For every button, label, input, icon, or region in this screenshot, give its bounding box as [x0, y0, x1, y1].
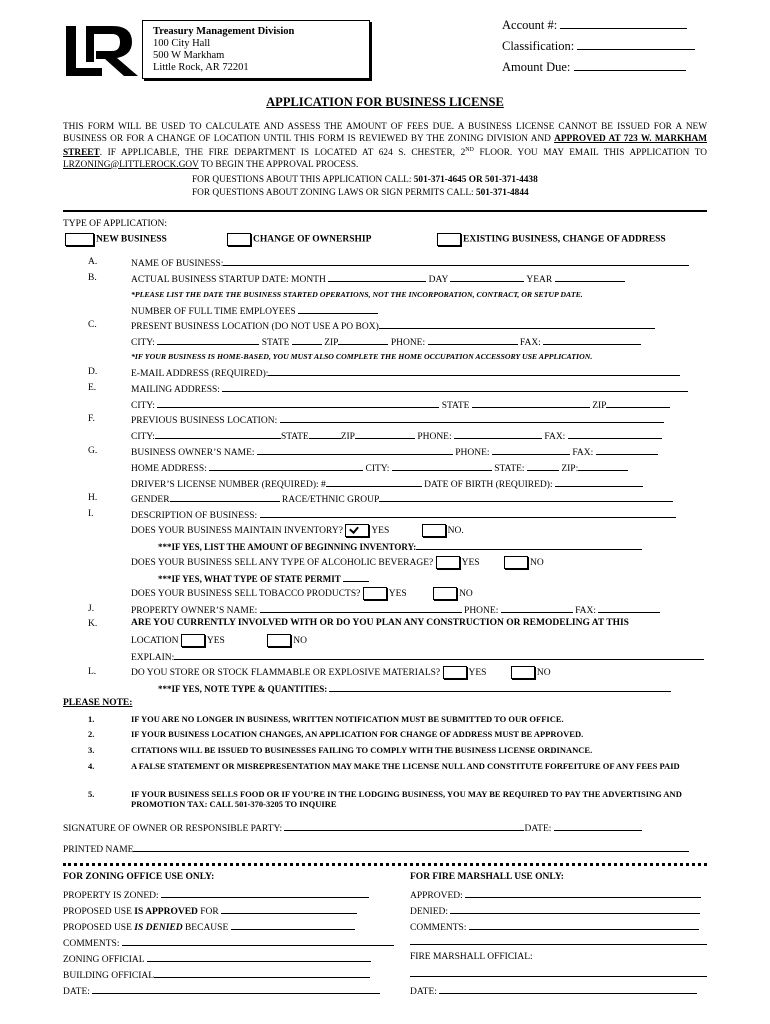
letter-h: H. [88, 493, 98, 503]
employees-field[interactable]: NUMBER OF FULL TIME EMPLOYEES [131, 304, 378, 317]
letter-i: I. [88, 509, 94, 519]
address-line-4: Little Rock, AR 72201 [153, 62, 249, 73]
construction-location-row: LOCATION YES NO [131, 636, 307, 646]
inventory-yes-checkbox[interactable] [345, 524, 369, 537]
type-new-business[interactable]: NEW BUSINESS [65, 233, 167, 246]
flammable-question: DO YOU STORE OR STOCK FLAMMABLE OR EXPLOSIVE MATERIALS? YES NO [131, 668, 551, 678]
letter-g: G. [88, 446, 98, 456]
startup-date-note: *PLEASE LIST THE DATE THE BUSINESS STARTED OPERATIONS, NOT THE INCORPORATION, CONTRACT, OR SETUP DATE. [131, 290, 583, 299]
type-change-ownership[interactable]: CHANGE OF OWNERSHIP [227, 233, 371, 246]
letter-f: F. [88, 414, 95, 424]
divider-top [63, 210, 707, 212]
account-field[interactable] [502, 16, 687, 33]
fire-heading: FOR FIRE MARSHALL USE ONLY: [410, 872, 564, 882]
alcohol-yes-checkbox[interactable] [436, 556, 460, 569]
email-field[interactable]: E-MAIL ADDRESS (REQUIRED): [131, 366, 680, 379]
flammable-no-checkbox[interactable] [511, 666, 535, 679]
tobacco-no-checkbox[interactable] [433, 587, 457, 600]
fire-official-field[interactable]: FIRE MARSHALL OFFICIAL: [410, 952, 533, 962]
fire-denied-field[interactable]: DENIED: [410, 904, 700, 917]
approved-for-field[interactable]: PROPOSED USE IS APPROVED FOR [63, 904, 357, 917]
fire-comments-field[interactable]: COMMENTS: [410, 920, 699, 933]
page-title: APPLICATION FOR BUSINESS LICENSE [266, 95, 504, 109]
change-ownership-checkbox[interactable] [227, 233, 251, 246]
question-line-2: FOR QUESTIONS ABOUT ZONING LAWS OR SIGN PERMITS CALL: 501-371-4844 [192, 188, 529, 198]
flammable-yes-checkbox[interactable] [443, 666, 467, 679]
new-business-checkbox[interactable] [65, 233, 94, 246]
city-logo [62, 22, 140, 80]
zoning-date-field[interactable]: DATE: [63, 984, 380, 997]
building-official-field[interactable]: BUILDING OFFICIAL [63, 968, 370, 981]
address-line-2: 100 City Hall [153, 38, 211, 49]
intro-paragraph: THIS FORM WILL BE USED TO CALCULATE AND ASSESS THE AMOUNT OF FEES DUE. A BUSINESS LICENSE CANNOT BE ISSUED FOR A NEW BUSINESS OR FOR A CHANGE OF LOCATION UNTIL THIS FORM IS REVIEWED BY THE ZONING DIVISION AND APPROVED AT 723 W. MARKHAM STREET. IF APPLICABLE, THE FIRE DEPARTMENT IS LOCATED AT 624 S. CHESTER, 2ND FLOOR. YOU MAY EMAIL THIS APPLICATION TO LRZONING@LITTLEROCK.GOV TO BEGIN THE APPROVAL PROCESS. [63, 122, 707, 170]
previous-location-field[interactable]: PREVIOUS BUSINESS LOCATION: [131, 413, 664, 426]
inventory-question: DOES YOUR BUSINESS MAINTAIN INVENTORY? YES NO. [131, 526, 464, 536]
existing-business-checkbox[interactable] [437, 233, 461, 246]
classification-field[interactable] [502, 37, 695, 54]
state-permit-field[interactable]: ***IF YES, WHAT TYPE OF STATE PERMIT [158, 572, 369, 584]
note-3: CITATIONS WILL BE ISSUED TO BUSINESSES FAILING TO COMPLY WITH THE BUSINESS LICENSE ORDINANCE. [131, 745, 593, 755]
letter-k: K. [88, 619, 98, 629]
property-owner-field[interactable]: PROPERTY OWNER’S NAME: PHONE: FAX: [131, 603, 660, 616]
amount-due-label: Amount Due: [502, 60, 571, 74]
amount-due-field[interactable] [502, 58, 686, 75]
note-5: IF YOUR BUSINESS SELLS FOOD OR IF YOU’RE IN THE LODGING BUSINESS, YOU MAY BE REQUIRED TO PAY THE ADVERTISING AND PROMOTION TAX: CALL 501-370-3205 TO INQUIRE [131, 789, 682, 809]
address-line-1: Treasury Management Division [153, 26, 295, 37]
note-4: A FALSE STATEMENT OR MISREPRESENTATION MAY MAKE THE LICENSE NULL AND CONSTITUTE FORFEITURE OF ANY FEES PAID [131, 761, 680, 771]
letter-d: D. [88, 367, 98, 377]
owner-name-field[interactable]: BUSINESS OWNER’S NAME: PHONE: FAX: [131, 445, 658, 458]
construction-yes-checkbox[interactable] [181, 634, 205, 647]
zoned-field[interactable]: PROPERTY IS ZONED: [63, 888, 369, 901]
classification-label: Classification: [502, 39, 575, 53]
letter-c: C. [88, 320, 97, 330]
tobacco-yes-checkbox[interactable] [363, 587, 387, 600]
fire-official-line[interactable] [410, 976, 707, 977]
inventory-amount-field[interactable]: ***IF YES, LIST THE AMOUNT OF BEGINNING INVENTORY: [158, 540, 642, 552]
letter-l: L. [88, 667, 97, 677]
construction-question: ARE YOU CURRENTLY INVOLVED WITH OR DO YOU PLAN ANY CONSTRUCTION OR REMODELING AT THIS [131, 618, 629, 628]
present-location-field[interactable]: PRESENT BUSINESS LOCATION (DO NOT USE A PO BOX) [131, 319, 655, 332]
type-existing-business[interactable]: EXISTING BUSINESS, CHANGE OF ADDRESS [437, 233, 666, 246]
alcohol-question: DOES YOUR BUSINESS SELL ANY TYPE OF ALCOHOLIC BEVERAGE? YES NO [131, 558, 544, 568]
home-address-row[interactable]: HOME ADDRESS: CITY: STATE: ZIP: [131, 461, 628, 474]
email-link[interactable]: LRZONING@LITTLEROCK.GOV [63, 159, 199, 170]
inventory-no-checkbox[interactable] [422, 524, 446, 537]
question-line-1: FOR QUESTIONS ABOUT THIS APPLICATION CALL: 501-371-4645 OR 501-371-4438 [192, 175, 538, 185]
note-1: IF YOU ARE NO LONGER IN BUSINESS, WRITTEN NOTIFICATION MUST BE SUBMITTED TO OUR OFFICE. [131, 714, 564, 724]
note-number-3: 3. [88, 745, 95, 755]
letter-e: E. [88, 383, 97, 393]
address-box [142, 20, 370, 79]
alcohol-no-checkbox[interactable] [504, 556, 528, 569]
letter-b: B. [88, 273, 97, 283]
fire-comments-line[interactable] [410, 944, 707, 945]
mailing-address-field[interactable]: MAILING ADDRESS: [131, 382, 688, 395]
fire-approved-field[interactable]: APPROVED: [410, 888, 701, 901]
home-based-note: *IF YOUR BUSINESS IS HOME-BASED, YOU MUST ALSO COMPLETE THE HOME OCCUPATION ACCESSORY USE APPLICATION. [131, 352, 593, 361]
drivers-license-row[interactable]: DRIVER’S LICENSE NUMBER (REQUIRED): # DATE OF BIRTH (REQUIRED): [131, 477, 643, 490]
zoning-comments-field[interactable]: COMMENTS: [63, 936, 394, 949]
zoning-official-field[interactable]: ZONING OFFICIAL [63, 952, 371, 965]
business-name-field[interactable]: NAME OF BUSINESS: [131, 256, 689, 269]
explain-field[interactable]: EXPLAIN: [131, 650, 704, 663]
type-label: TYPE OF APPLICATION: [63, 219, 167, 229]
note-number-4: 4. [88, 761, 95, 771]
previous-city-row[interactable]: CITY: STATE ZIP PHONE: FAX: [131, 429, 662, 442]
note-number-5: 5. [88, 789, 95, 799]
description-field[interactable]: DESCRIPTION OF BUSINESS: [131, 508, 676, 521]
startup-date-field[interactable]: ACTUAL BUSINESS STARTUP DATE: MONTH DAY YEAR [131, 272, 625, 285]
fire-date-field[interactable]: DATE: [410, 984, 697, 997]
letter-j: J. [88, 604, 95, 614]
note-number-2: 2. [88, 729, 95, 739]
tobacco-question: DOES YOUR BUSINESS SELL TOBACCO PRODUCTS? YES NO [131, 589, 473, 599]
mailing-city-row[interactable]: CITY: STATE ZIP [131, 398, 670, 411]
address-line-3: 500 W Markham [153, 50, 225, 61]
account-label: Account #: [502, 18, 558, 32]
present-city-state-row[interactable]: CITY: STATE ZIP PHONE: FAX: [131, 335, 641, 348]
construction-no-checkbox[interactable] [267, 634, 291, 647]
note-number-1: 1. [88, 714, 95, 724]
gender-race-row[interactable]: GENDER RACE/ETHNIC GROUP [131, 492, 673, 505]
printed-name-field[interactable]: PRINTED NAME [63, 842, 689, 855]
note-2: IF YOUR BUSINESS LOCATION CHANGES, AN APPLICATION FOR CHANGE OF ADDRESS MUST BE APPROVED. [131, 729, 584, 739]
signature-field[interactable]: SIGNATURE OF OWNER OR RESPONSIBLE PARTY: DATE: [63, 821, 642, 834]
flammable-quantities-field[interactable]: ***IF YES, NOTE TYPE & QUANTITIES: [158, 682, 671, 694]
dashed-divider [63, 863, 707, 866]
zoning-heading: FOR ZONING OFFICE USE ONLY: [63, 872, 215, 882]
please-note-heading: PLEASE NOTE: [63, 698, 133, 708]
letter-a: A. [88, 257, 98, 267]
denied-because-field[interactable]: PROPOSED USE IS DENIED BECAUSE [63, 920, 355, 933]
